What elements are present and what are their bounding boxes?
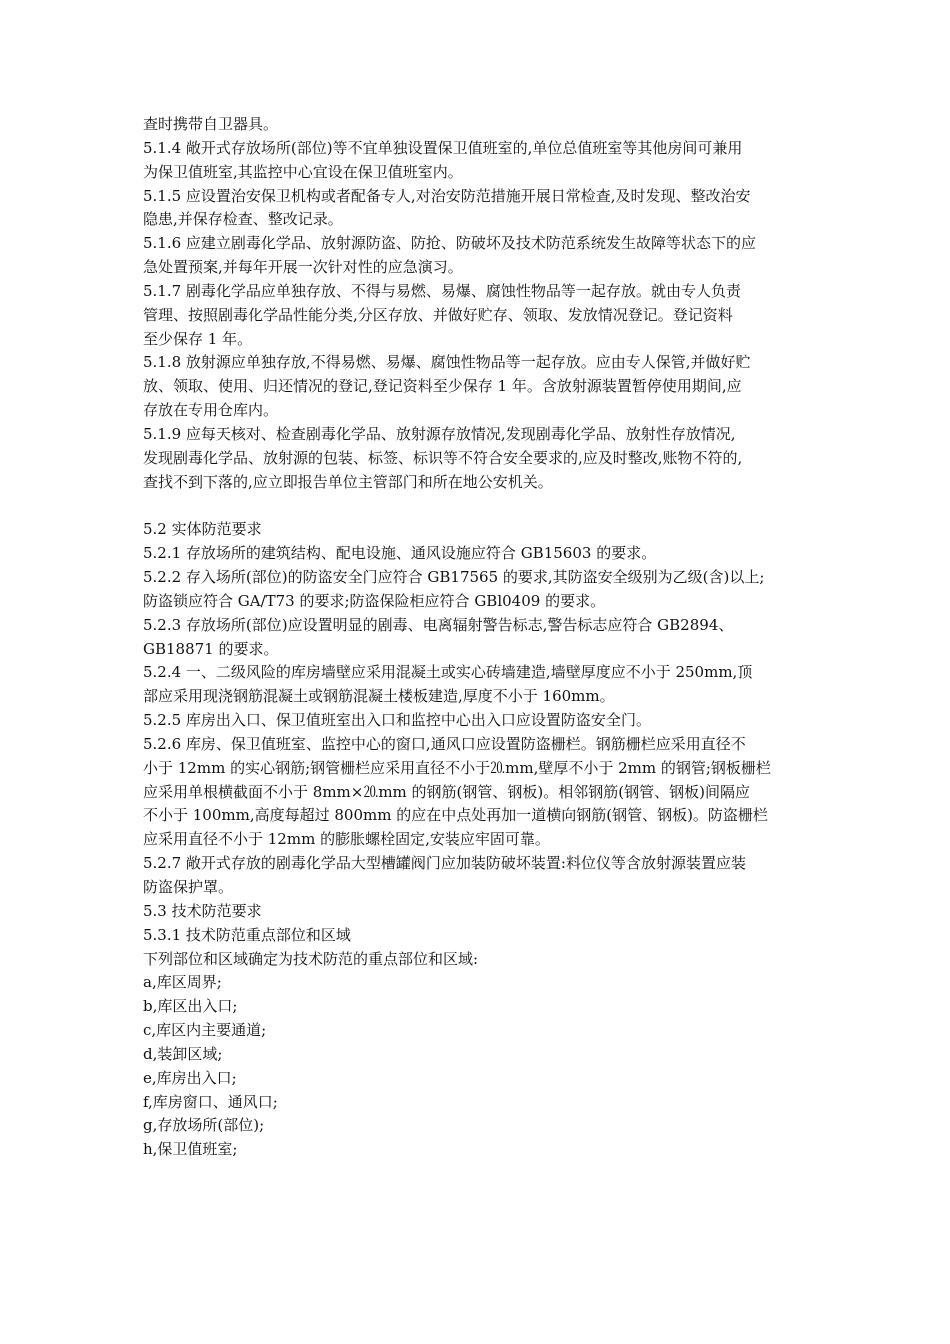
text-line: 5.2.4 一、二级风险的库房墙壁应采用混凝土或实心砖墙建造,墙壁厚度应不小于 250mm,顶 <box>143 663 753 682</box>
section-heading: 5.2 实体防范要求 <box>143 520 262 539</box>
text-line: 管理、按照剧毒化学品性能分类,分区存放、并做好贮存、领取、发放情况登记。登记资料 <box>143 305 733 324</box>
text-line: 5.2.6 库房、保卫值班室、监控中心的窗口,通风口应设置防盗栅栏。钢筋栅栏应采用直径不 <box>143 734 746 753</box>
text-line: 5.1.7 剧毒化学品应单独存放、不得与易燃、易爆、腐蚀性物品等一起存放。就由专人负责 <box>143 281 741 300</box>
text-line: 下列部位和区域确定为技术防范的重点部位和区域: <box>143 949 479 968</box>
text-line: 5.2.7 敞开式存放的剧毒化学品大型槽罐阀门应加装防破坏装置:料位仪等含放射源装置应装 <box>143 854 746 873</box>
list-item: c,库区内主要通道; <box>143 1021 267 1040</box>
text-line: 存放在专用仓库内。 <box>143 401 279 420</box>
list-item: g,存放场所(部位); <box>143 1116 265 1135</box>
text-line: 5.1.6 应建立剧毒化学品、放射源防盗、防抢、防破坏及技术防范系统发生故障等状态下的应 <box>143 234 756 253</box>
text-line: 5.2.3 存放场所(部位)应设置明显的剧毒、电离辐射警告标志,警告标志应符合 GB2894、 <box>143 615 734 634</box>
section-heading: 5.3 技术防范要求 <box>143 901 262 920</box>
list-item: f,库房窗口、通风口; <box>143 1092 278 1111</box>
text-line: 发现剧毒化学品、放射源的包装、标签、标识等不符合安全要求的,应及时整改,账物不符的, <box>143 448 743 467</box>
list-item: h,保卫值班室; <box>143 1140 238 1159</box>
list-item: d,装卸区域; <box>143 1044 223 1063</box>
list-item: b,库区出入口; <box>143 997 238 1016</box>
document-page <box>143 113 813 1162</box>
text-line: 5.1.5 应设置治安保卫机构或者配备专人,对治安防范措施开展日常检查,及时发现、整改治安 <box>143 186 751 205</box>
text-line: 部应采用现浇钢筋混凝土或钢筋混凝土楼板建造,厚度不小于 160mm。 <box>143 687 615 706</box>
text-line: 5.2.1 存放场所的建筑结构、配电设施、通风设施应符合 GB15603 的要求。 <box>143 544 657 563</box>
text-line: 隐患,并保存检查、整改记录。 <box>143 210 343 229</box>
text-line: 5.1.4 敞开式存放场所(部位)等不宜单独设置保卫值班室的,单位总值班室等其他房间可兼用 <box>143 138 743 157</box>
text-line: 应采用单根横截面不小于 8mm×⒛mm 的钢筋(钢管、钢板)。相邻钢筋(钢管、钢板)间隔应 <box>143 782 750 801</box>
text-line: 防盗保护罩。 <box>143 878 234 896</box>
list-item: a,库区周界; <box>143 973 222 992</box>
list-item: e,库房出入口; <box>143 1068 237 1087</box>
text-line: 至少保存 1 年。 <box>143 329 253 348</box>
text-line: 急处置预案,并每年开展一次针对性的应急演习。 <box>143 258 463 277</box>
paragraph-gap <box>143 495 813 519</box>
text-line: 为保卫值班室,其监控中心宜设在保卫值班室内。 <box>143 162 463 181</box>
text-line: 5.1.8 放射源应单独存放,不得易燃、易爆、腐蚀性物品等一起存放。应由专人保管,并做好贮 <box>143 353 751 372</box>
text-line: 查找不到下落的,应立即报告单位主管部门和所在地公安机关。 <box>143 472 553 491</box>
text-line: 不小于 100mm,高度每超过 800mm 的应在中点处再加一道横向钢筋(钢管、钢板)。防盗栅栏 <box>143 806 768 825</box>
text-line: 小于 12mm 的实心钢筋;钢管栅栏应采用直径不小于⒛mm,壁厚不小于 2mm 的钢管;钢板栅栏 <box>143 758 771 777</box>
text-line: 放、领取、使用、归还情况的登记,登记资料至少保存 1 年。含放射源装置暂停使用期间,应 <box>143 377 742 396</box>
text-line: 5.2.2 存入场所(部位)的防盗安全门应符合 GB17565 的要求,其防盗安全级别为乙级(含)以上; <box>143 568 765 587</box>
text-line: 应采用直径不小于 12mm 的膨胀螺栓固定,安装应牢固可靠。 <box>143 830 550 849</box>
subsection-heading: 5.3.1 技术防范重点部位和区域 <box>143 925 351 944</box>
text-line: 查时携带自卫器具。 <box>143 115 279 133</box>
text-line: 5.1.9 应每天核对、检查剧毒化学品、放射源存放情况,发现剧毒化学品、放射性存放情况, <box>143 424 736 443</box>
text-line: 防盗锁应符合 GA/T73 的要求;防盗保险柜应符合 GBl0409 的要求。 <box>143 591 606 610</box>
text-line: 5.2.5 库房出入口、保卫值班室出入口和监控中心出入口应设置防盗安全门。 <box>143 711 651 730</box>
text-line: GB18871 的要求。 <box>143 639 279 658</box>
